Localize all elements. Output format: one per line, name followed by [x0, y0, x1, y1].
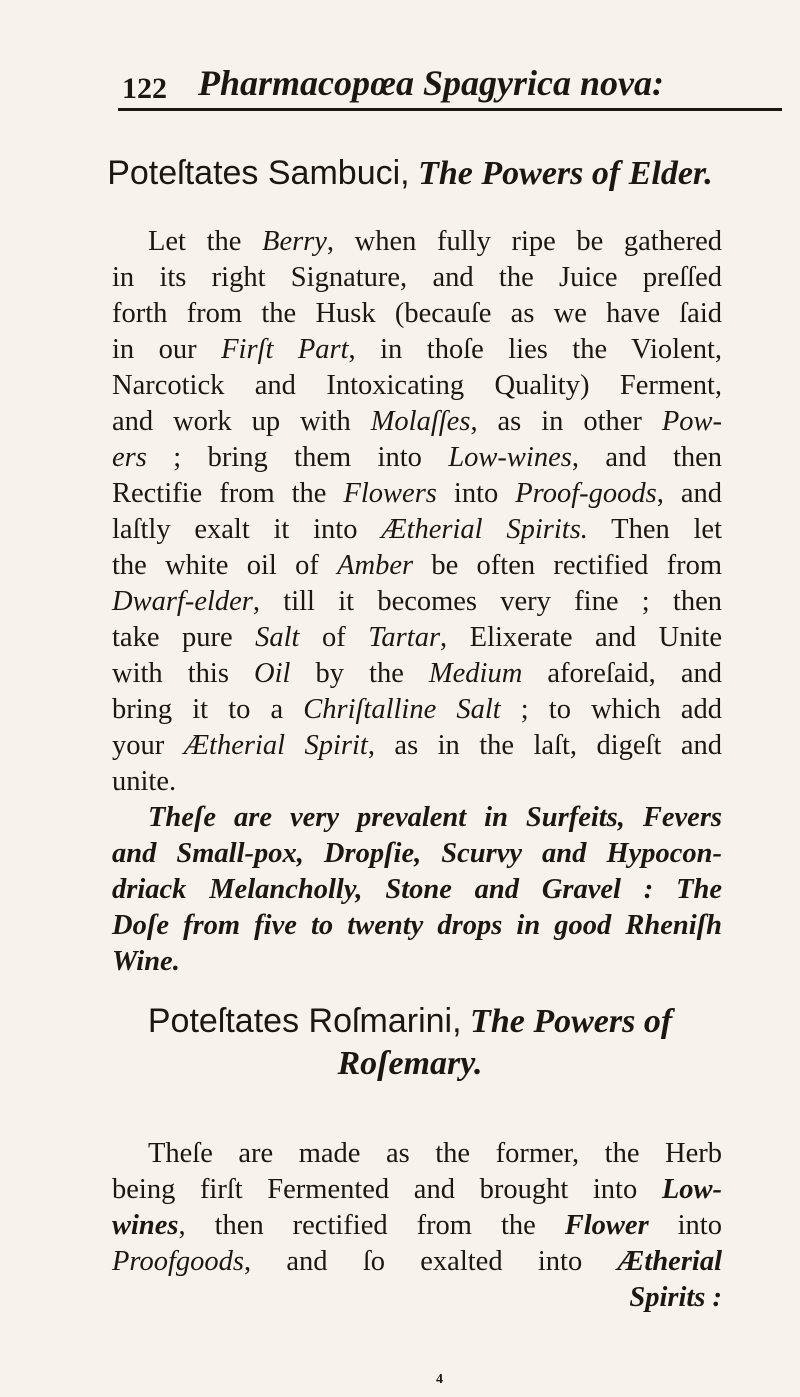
- text-line: forth from the Husk (becauſe as we have ſaid: [112, 298, 722, 329]
- running-title: Pharmacopœa Spagyrica nova:: [198, 63, 664, 103]
- catchword: 4: [436, 1372, 443, 1387]
- running-head: [122, 58, 782, 105]
- text-line: Narcotick and Intoxicating Quality) Ferment,: [112, 370, 722, 401]
- text-line: ers ; bring them into Low-wines, and then: [112, 442, 723, 473]
- text-line: Wine.: [112, 946, 180, 977]
- section-heading-rosemary: [60, 1000, 760, 1085]
- text-line: Spirits :: [629, 1282, 722, 1313]
- text-line: your Ætherial Spirit, as in the laſt, digeſt and: [112, 730, 722, 761]
- text-line: Theſe are very prevalent in Surfeits, Fevers: [148, 802, 722, 833]
- text-line: with this Oil by the Medium aforeſaid, and: [112, 658, 722, 689]
- heading-english: The Powers of: [470, 1003, 673, 1040]
- text-line: Theſe are made as the former, the Herb: [148, 1138, 722, 1169]
- heading-english: The Powers of Elder.: [418, 155, 713, 192]
- text-line: in its right Signature, and the Juice preſſed: [112, 262, 722, 293]
- text-line: Proofgoods, and ſo exalted into Ætherial: [112, 1246, 722, 1277]
- text-line: take pure Salt of Tartar, Elixerate and Unite: [112, 622, 722, 653]
- text-line: Rectifie from the Flowers into Proof-goods, and: [112, 478, 723, 509]
- text-line: in our Firſt Part, in thoſe lies the Violent,: [112, 334, 722, 365]
- section-heading-elder: [60, 152, 760, 195]
- text-line: being firſt Fermented and brought into Low-: [112, 1174, 722, 1205]
- text-line: Doſe from five to twenty drops in good Rheniſh: [112, 910, 722, 941]
- heading-latin: Poteſtates Roſmarini,: [147, 1002, 462, 1040]
- heading-english-cont: Roſemary.: [337, 1045, 483, 1082]
- text-line: driack Melancholly, Stone and Gravel : The: [112, 874, 722, 905]
- text-line: Let the Berry, when fully ripe be gathered: [148, 226, 723, 257]
- text-line: the white oil of Amber be often rectified from: [112, 550, 722, 581]
- text-line: Dwarf-elder, till it becomes very fine ; then: [112, 586, 722, 617]
- heading-latin: Poteſtates Sambuci,: [107, 154, 410, 192]
- section-rosemary-body: [112, 1136, 722, 1316]
- page-number: 122: [122, 72, 167, 105]
- text-line: and Small-pox, Dropſie, Scurvy and Hypocon-: [112, 838, 722, 869]
- text-line: bring it to a Chriſtalline Salt ; to which add: [112, 694, 722, 725]
- text-line: and work up with Molaſſes, as in other Pow-: [112, 406, 722, 437]
- section-elder-body: [112, 224, 722, 980]
- text-line: laſtly exalt it into Ætherial Spirits. Then let: [112, 514, 723, 545]
- text-line: unite.: [112, 766, 177, 797]
- text-line: wines, then rectified from the Flower into: [112, 1210, 722, 1241]
- header-rule: [118, 108, 782, 111]
